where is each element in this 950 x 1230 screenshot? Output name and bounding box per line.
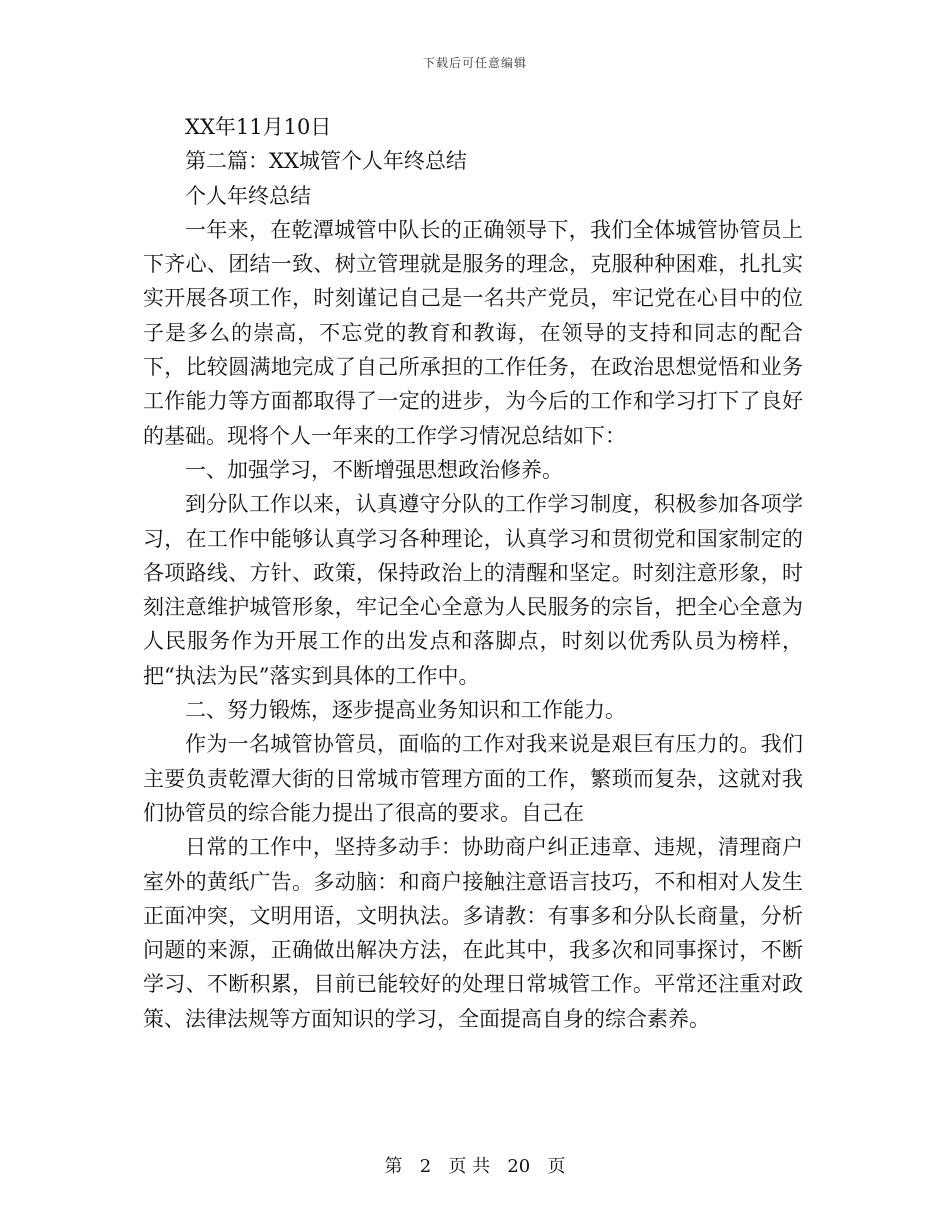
page-number-footer	[0, 1152, 950, 1178]
footer-suffix: 页	[547, 1156, 566, 1177]
page-header: 下载后可任意编辑	[422, 56, 527, 70]
paragraph-daily-work: 日常的工作中，坚持多动手：协助商户纠正违章、违规，清理商户室外的黄纸广告。多动脑：和商户接触注意语言技巧，不和相对人发生正面冲突，文明用语，文明执法。多请教：有事多和分队长商量，分析问题的来源，正确做出解决方法，在此其中，我多次和同事探讨，不断学习、不断积累，目前已能较好的处理日常城管工作。平常还注重对政策、法律法规等方面知识的学习，全面提高自身的综合素养。	[143, 835, 803, 1031]
document-body	[143, 110, 803, 1036]
footer-prefix: 第	[384, 1156, 403, 1177]
total-page-number: 20	[507, 1156, 531, 1177]
section-title: 第二篇：XX城管个人年终总结	[185, 149, 467, 174]
paragraph-role: 作为一名城管协管员，面临的工作对我来说是艰巨有压力的。我们主要负责乾潭大街的日常城市管理方面的工作，繁琐而复杂，这就对我们协管员的综合能力提出了很高的要求。自己在	[143, 732, 803, 825]
document-title: 个人年终总结	[185, 183, 311, 208]
heading-one: 一、加强学习，不断增强思想政治修养。	[185, 457, 563, 482]
footer-middle: 页 共	[448, 1156, 491, 1177]
paragraph-study: 到分队工作以来，认真遵守分队的工作学习制度，积极参加各项学习，在工作中能够认真学习各种理论，认真学习和贯彻党和国家制定的各项路线、方针、政策，保持政治上的清醒和坚定。时刻注意形象，时刻注意维护城管形象，牢记全心全意为人民服务的宗旨，把全心全意为人民服务作为开展工作的出发点和落脚点，时刻以优秀队员为榜样，把“执法为民”落实到具体的工作中。	[143, 492, 803, 688]
intro-paragraph: 一年来，在乾潭城管中队长的正确领导下，我们全体城管协管员上下齐心、团结一致、树立管理就是服务的理念，克服种种困难，扎扎实实开展各项工作，时刻谨记自己是一名共产党员，牢记党在心目中的位子是多么的崇高，不忘党的教育和教诲，在领导的支持和同志的配合下，比较圆满地完成了自己所承担的工作任务，在政治思想觉悟和业务工作能力等方面都取得了一定的进步，为今后的工作和学习打下了良好的基础。现将个人一年来的工作学习情况总结如下：	[143, 217, 803, 448]
date-line: XX年11月10日	[185, 115, 332, 139]
current-page-number: 2	[419, 1156, 432, 1177]
heading-two: 二、努力锻炼，逐步提高业务知识和工作能力。	[185, 698, 626, 723]
